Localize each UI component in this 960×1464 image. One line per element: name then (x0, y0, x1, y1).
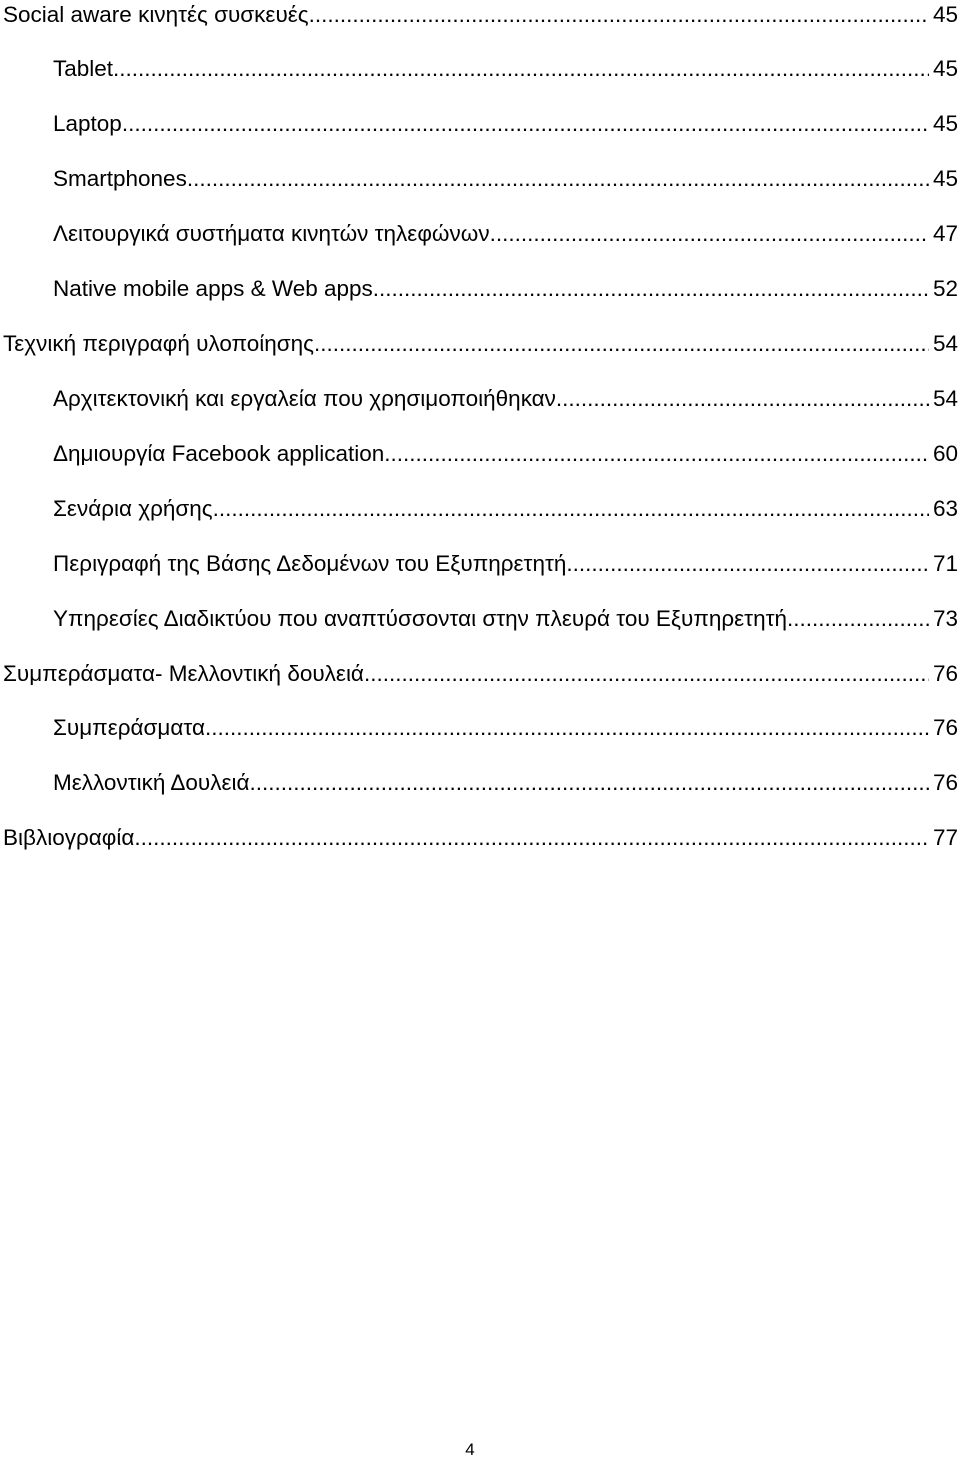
toc-entry[interactable] (53, 54, 958, 84)
toc-dot-leader (373, 274, 929, 304)
toc-entry-page: 71 (932, 551, 958, 576)
toc-dot-leader (364, 659, 929, 689)
toc-dot-leader (213, 494, 929, 524)
toc-dot-leader (490, 219, 929, 249)
toc-entry-title: Laptop (53, 111, 122, 136)
toc-entry[interactable] (53, 494, 958, 524)
toc-dot-leader (314, 329, 929, 359)
toc-dot-leader (566, 549, 929, 579)
toc-entry-page: 73 (932, 606, 958, 631)
toc-entry-page: 76 (932, 715, 958, 740)
toc-entry[interactable] (53, 109, 958, 139)
toc-dot-leader (187, 164, 929, 194)
toc-entry-page: 47 (932, 221, 958, 246)
toc-dot-leader (384, 439, 929, 469)
toc-entry-page: 52 (932, 276, 958, 301)
toc-entry-title: Τεχνική περιγραφή υλοποίησης (3, 331, 315, 356)
toc-entry-title: Συμπεράσματα- Μελλοντική δουλειά (3, 661, 364, 686)
toc-entry-title: Smartphones (53, 166, 187, 191)
toc-dot-leader (122, 109, 929, 139)
toc-dot-leader (309, 0, 929, 30)
toc-entry-title: Σενάρια χρήσης (53, 496, 213, 521)
toc-dot-leader (556, 384, 929, 414)
toc-entry-page: 54 (932, 331, 958, 356)
toc-entry[interactable] (53, 549, 958, 579)
toc-entry[interactable] (3, 659, 958, 689)
toc-entry[interactable] (53, 604, 958, 634)
toc-dot-leader (134, 823, 929, 853)
toc-entry[interactable] (53, 713, 958, 743)
toc-entry-title: Υπηρεσίες Διαδικτύου που αναπτύσσονται στην πλευρά του Εξυπηρετητή (53, 606, 787, 631)
toc-entry-page: 54 (932, 386, 958, 411)
toc-entry[interactable] (53, 384, 958, 414)
toc-dot-leader (205, 713, 929, 743)
toc-entry-title: Δημιουργία Facebook application (53, 441, 385, 466)
toc-entry-page: 76 (932, 770, 958, 795)
toc-entry[interactable] (53, 439, 958, 469)
toc-dot-leader (113, 54, 929, 84)
toc-entry-page: 77 (932, 825, 958, 850)
toc-entry-page: 45 (932, 2, 958, 27)
toc-entry-page: 45 (932, 166, 958, 191)
toc-entry-page: 45 (932, 111, 958, 136)
toc-entry-title: Λειτουργικά συστήματα κινητών τηλεφώνων (53, 221, 490, 246)
toc-entry[interactable] (53, 164, 958, 194)
toc-entry-title: Αρχιτεκτονική και εργαλεία που χρησιμοποιήθηκαν (53, 386, 556, 411)
toc-dot-leader (250, 768, 929, 798)
toc-entry[interactable] (3, 823, 958, 853)
toc-entry-title: Tablet (53, 56, 114, 81)
toc-entry-page: 45 (932, 56, 958, 81)
toc-entry-page: 60 (932, 441, 958, 466)
toc-entry-title: Social aware κινητές συσκευές (3, 2, 309, 27)
toc-entry-title: Συμπεράσματα (53, 715, 205, 740)
toc-dot-leader (787, 604, 929, 634)
toc-entry-title: Μελλοντική Δουλειά (53, 770, 250, 795)
toc-entry[interactable] (53, 274, 958, 304)
toc-entry-title: Native mobile apps & Web apps (53, 276, 373, 301)
toc-entry[interactable] (53, 219, 958, 249)
toc-entry-page: 76 (932, 661, 958, 686)
page-number: 4 (465, 1440, 475, 1459)
toc-entry[interactable] (3, 0, 958, 30)
toc-entry-title: Περιγραφή της Βάσης Δεδομένων του Εξυπηρετητή (53, 551, 567, 576)
toc-entry[interactable] (53, 768, 958, 798)
toc-entry-title: Βιβλιογραφία (3, 825, 135, 850)
toc-entry-page: 63 (932, 496, 958, 521)
toc-entry[interactable] (3, 329, 958, 359)
